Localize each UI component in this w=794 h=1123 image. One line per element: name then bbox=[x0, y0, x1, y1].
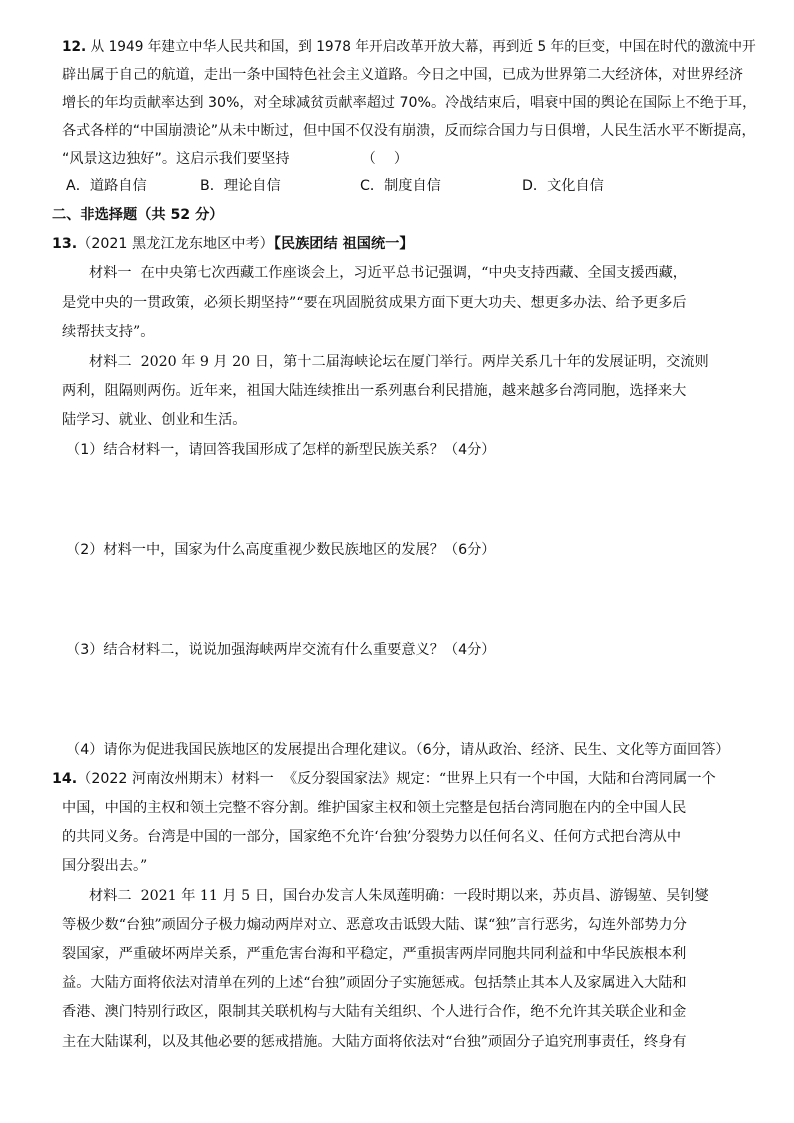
q13-topic: 【民族团结 祖国统一】 bbox=[273, 236, 414, 252]
q13-sub-question-3: （3）结合材料二，说说加强海峡两岸交流有什么重要意义？（4分） bbox=[66, 642, 496, 658]
q13-sub-question-1: （1）结合材料一，请回答我国形成了怎样的新型民族关系？（4分） bbox=[66, 442, 496, 458]
q14-line-4: 国分裂出去。” bbox=[62, 858, 148, 874]
q13-material1-line-3: 续帮扶支持”。 bbox=[62, 324, 155, 340]
q12-option-d: D．文化自信 bbox=[522, 178, 604, 194]
q14-line-5: 材料二 2021 年 11 月 5 日，国台办发言人朱凤莲明确：一段时期以来，苏贞昌、游锡堃、吴钊燮 bbox=[89, 888, 709, 904]
q13-material2-line-3: 陆学习、就业、创业和生活。 bbox=[62, 412, 247, 428]
q14-line-7: 裂国家，严重破坏两岸关系，严重危害台海和平稳定，严重损害两岸同胞共同利益和中华民族根本利 bbox=[62, 946, 687, 962]
q13-material1-line-1: 材料一 在中央第七次西藏工作座谈会上，习近平总书记强调，“中央支持西藏、全国支援西藏， bbox=[89, 265, 687, 281]
q12-option-b: B．理论自信 bbox=[200, 178, 281, 194]
q14-line-1: 14.（2022 河南汝州期末）材料一 《反分裂国家法》规定：“世界上只有一个中国，大陆和台湾同属一个 bbox=[52, 771, 716, 787]
q14-line-9: 香港、澳门特别行政区，限制其关联机构与大陆有关组织、个人进行合作，绝不允许其关联企业和金 bbox=[62, 1004, 687, 1020]
q12-line-3: 增长的年均贡献率达到 30%，对全球减贫贡献率超过 70%。冷战结束后，唱衰中国的舆论在国际上不绝于耳， bbox=[62, 95, 757, 111]
q12-option-c: C．制度自信 bbox=[360, 178, 441, 194]
q14-line-10: 主在大陆谋利，以及其他必要的惩戒措施。大陆方面将依法对“台独”顽固分子追究刑事责任，终身有 bbox=[62, 1034, 687, 1050]
q14-number: 14. bbox=[52, 771, 78, 787]
q13-source: （2021 黑龙江龙东地区中考） bbox=[77, 236, 274, 252]
q12-number: 12. bbox=[62, 39, 87, 55]
q12-line-5: “风景这边独好”。这启示我们要坚持 （ ） bbox=[62, 151, 409, 167]
q12-option-a: A．道路自信 bbox=[66, 178, 147, 194]
q14-line-8: 益。大陆方面将依法对清单在列的上述“台独”顽固分子实施惩戒。包括禁止其本人及家属进入大陆和 bbox=[62, 975, 687, 991]
q12-line-2: 辟出属于自己的航道，走出一条中国特色社会主义道路。今日之中国，已成为世界第二大经济体，对世界经济 bbox=[62, 67, 744, 83]
q13-sub-question-2: （2）材料一中，国家为什么高度重视少数民族地区的发展？（6分） bbox=[66, 542, 496, 558]
q13-header bbox=[52, 234, 414, 254]
q13-material2-line-1: 材料二 2020 年 9 月 20 日，第十二届海峡论坛在厦门举行。两岸关系几十年的发展证明，交流则 bbox=[89, 354, 709, 370]
q13-material1-line-2: 是党中央的一贯政策，必须长期坚持”“要在巩固脱贫成果方面下更大功夫、想更多办法、给予更多后 bbox=[62, 295, 687, 311]
q14-line-3: 的共同义务。台湾是中国的一部分，国家绝不允许‘台独’分裂势力以任何名义、任何方式把台湾从中 bbox=[62, 829, 682, 845]
q12-line-1: 12. 从 1949 年建立中华人民共和国，到 1978 年开启改革开放大幕，再到近 5 年的巨变，中国在时代的激流中开 bbox=[62, 39, 756, 55]
section-title: 二、非选择题（共 52 分） bbox=[52, 207, 224, 223]
q13-material2-line-2: 两利，阻隔则两伤。近年来，祖国大陆连续推出一系列惠台利民措施，越来越多台湾同胞，选择来大 bbox=[62, 383, 687, 399]
q14-line-2: 中国，中国的主权和领土完整不容分割。维护国家主权和领土完整是包括台湾同胞在内的全中国人民 bbox=[62, 800, 687, 816]
q12-line-4: 各式各样的“中国崩溃论”从未中断过，但中国不仅没有崩溃，反而综合国力与日俱增，人民生活水平不断提高， bbox=[62, 123, 756, 139]
q14-source: （2022 河南汝州期末） bbox=[77, 771, 232, 787]
q14-line-6: 等极少数“台独”顽固分子极力煽动两岸对立、恶意攻击诋毁大陆、谋“独”言行恶劣，勾连外部势力分 bbox=[62, 917, 687, 933]
q13-number: 13. bbox=[52, 236, 78, 252]
q13-sub-question-4: （4）请你为促进我国民族地区的发展提出合理化建议。（6分，请从政治、经济、民生、文化等方面回答） bbox=[66, 742, 730, 758]
